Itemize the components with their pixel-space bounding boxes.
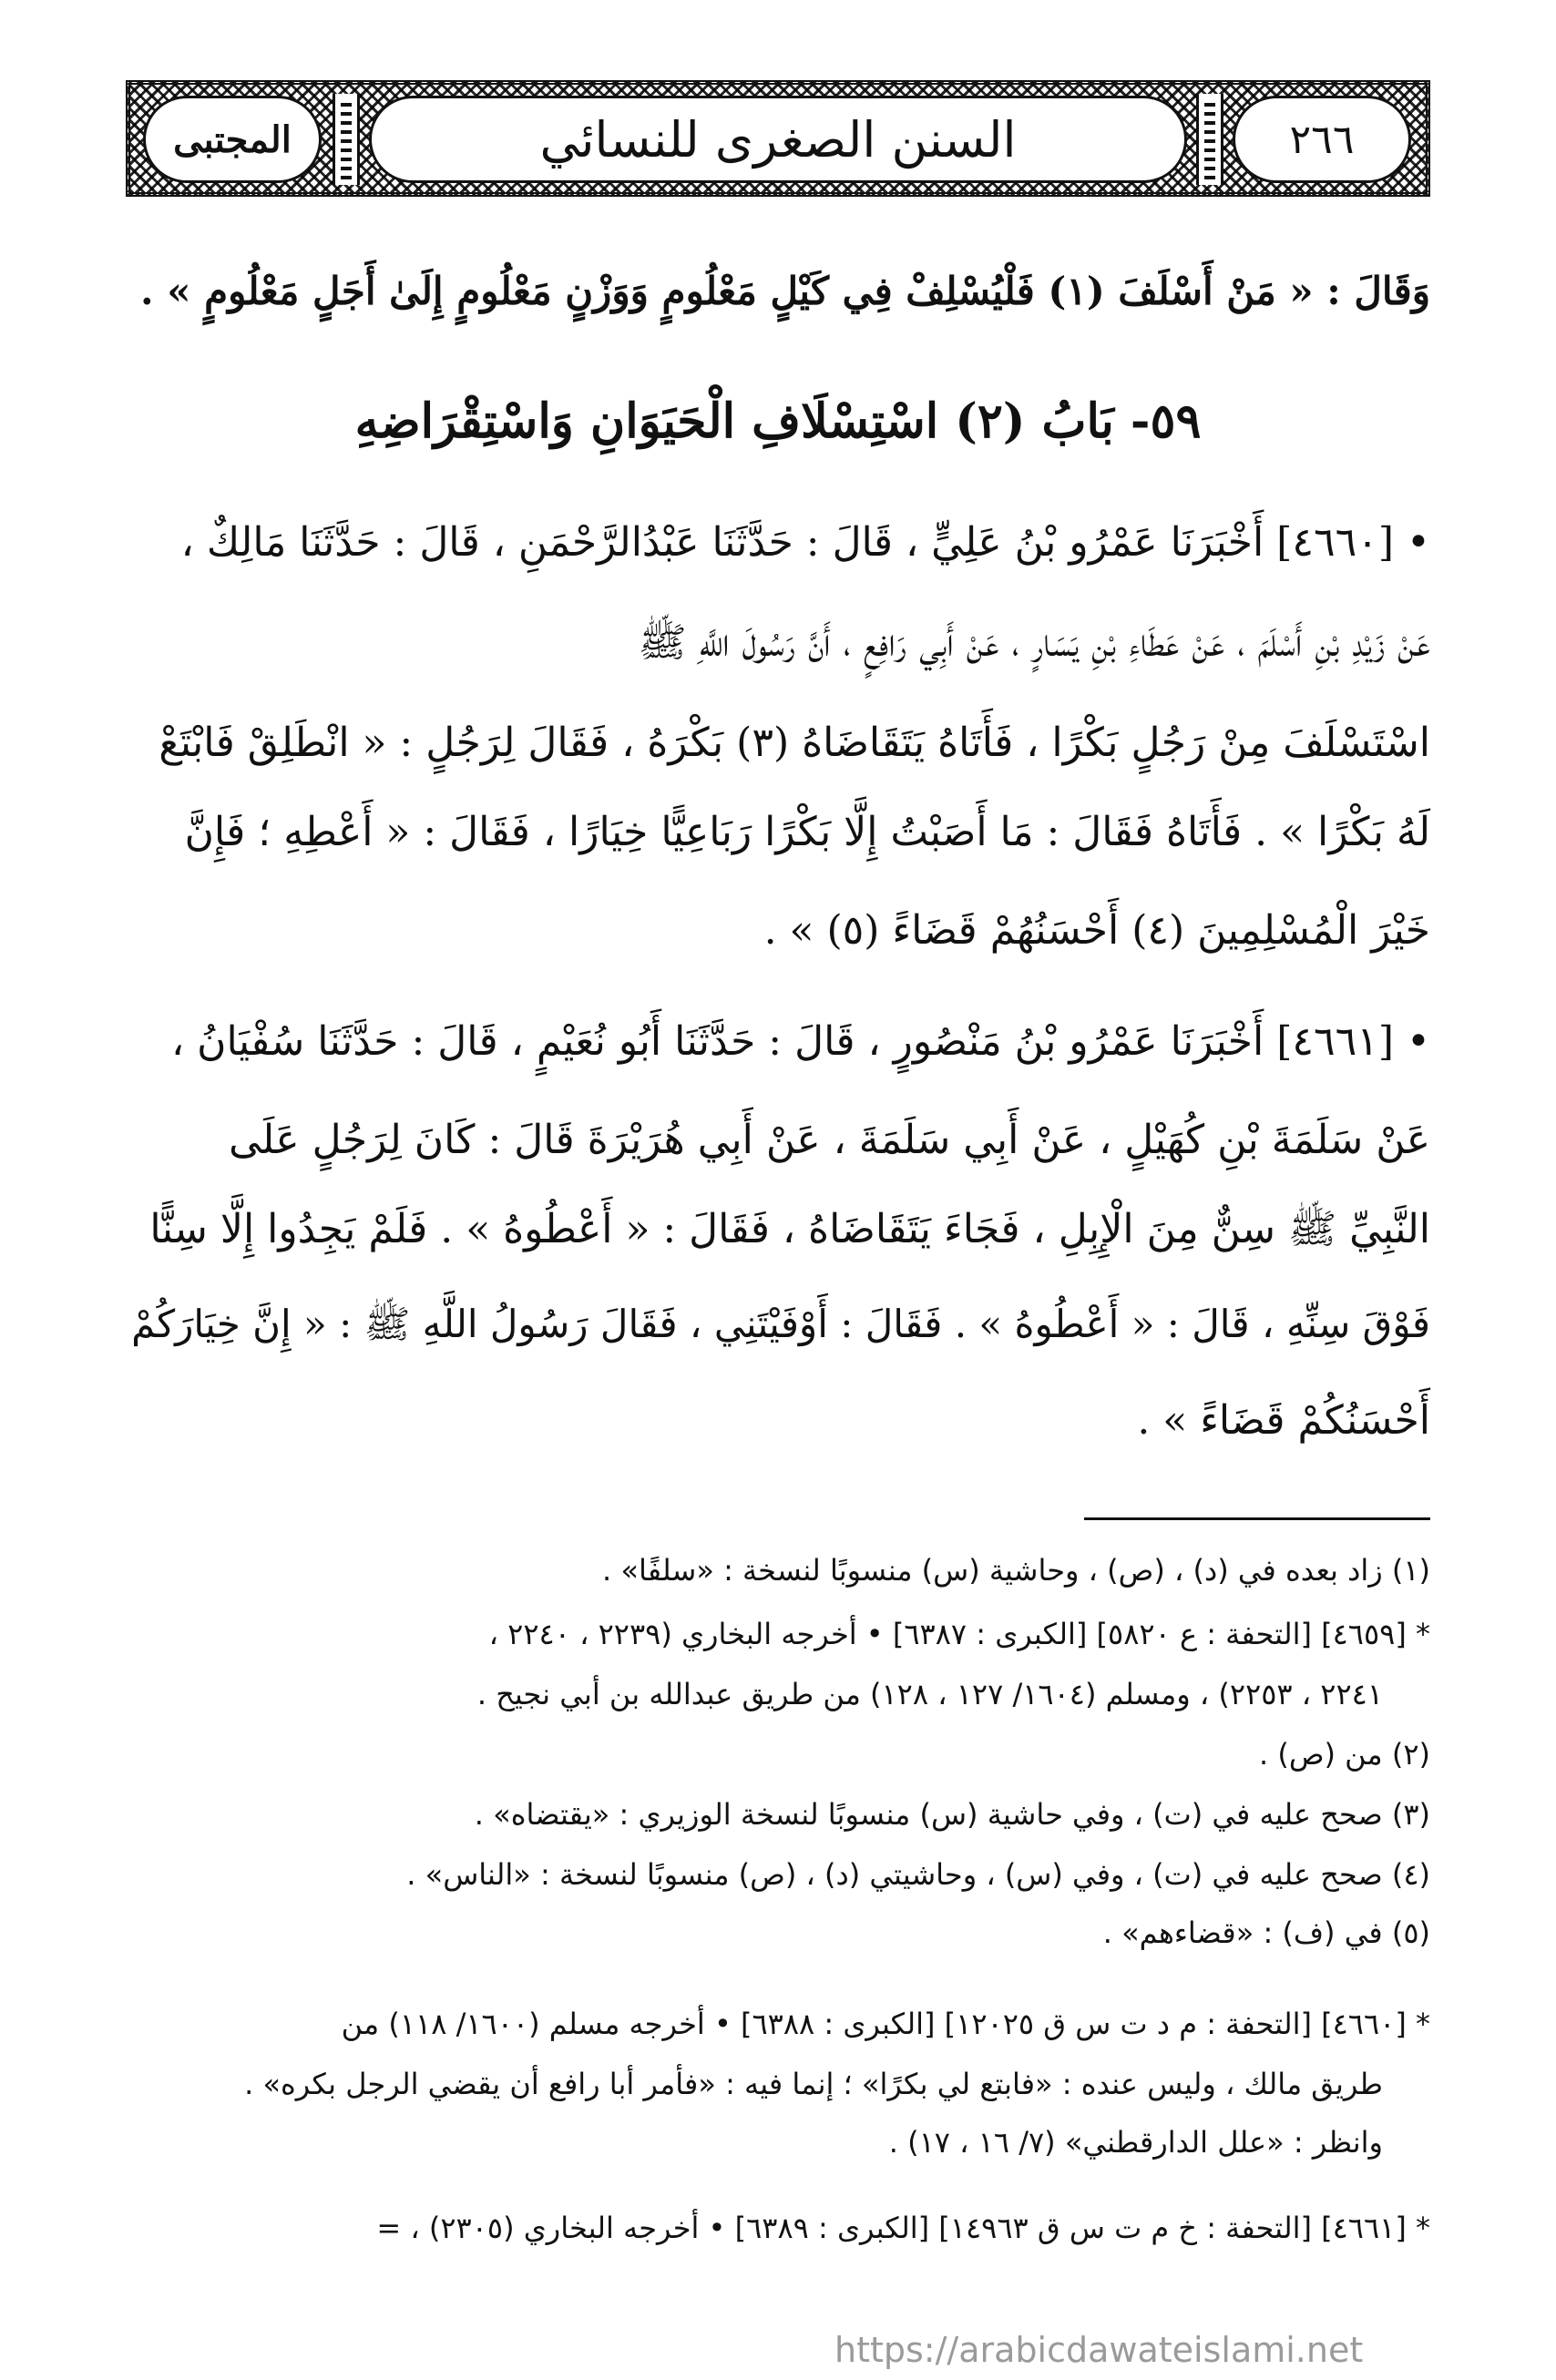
footnote-line: (٤) صحح عليه في (ت) ، وفي (س) ، وحاشيتي (د) ، (ص) منسوبًا لنسخة : «الناس» .: [406, 1857, 1430, 1892]
page-header: [126, 80, 1430, 197]
hadith-4660-line: عَنْ زَيْدِ بْنِ أَسْلَمَ ، عَنْ عَطَاءِ بْنِ يَسَارٍ ، عَنْ أَبِي رَافِعٍ ، أَنَّ رَسُولَ اللَّهِ ﷺ: [638, 619, 1430, 666]
footnote-line: (٥) في (ف) : «قضاءهم» .: [1102, 1915, 1430, 1950]
footnote-line: (٢) من (ص) .: [1259, 1737, 1430, 1772]
footnote-line: وانظر : «علل الدارقطني» (٧/ ١٦ ، ١٧) .: [888, 2125, 1383, 2160]
hadith-4660-line: • [٤٦٦٠] أَخْبَرَنَا عَمْرُو بْنُ عَلِيٍّ ، قَالَ : حَدَّثَنَا عَبْدُالرَّحْمَنِ ، قَالَ : حَدَّثَنَا مَالِكٌ ،: [180, 519, 1430, 566]
page-number-frame: [1233, 96, 1411, 183]
footnote-separator: [1084, 1517, 1430, 1520]
footnote-line: ٢٢٤١ ، ٢٢٥٣) ، ومسلم (١٦٠٤/ ١٢٧ ، ١٢٨) من طريق عبدالله بن أبي نجيح .: [476, 1677, 1383, 1711]
hadith-4661-line: فَوْقَ سِنِّهِ ، قَالَ : « أَعْطُوهُ » . فَقَالَ : أَوْفَيْتَنِي ، فَقَالَ رَسُولُ اللَّهِ ﷺ : « إِنَّ خِيَارَكُمْ: [131, 1302, 1430, 1346]
hadith-4661-line: أَحْسَنُكُمْ قَضَاءً » .: [1137, 1397, 1430, 1444]
footnote-line: * [٤٦٦١] [التحفة : خ م ت س ق ١٤٩٦٣] [الكبرى : ٦٣٨٩] • أخرجه البخاري (٢٣٠٥) ، =: [376, 2211, 1430, 2245]
header-ornament: [1196, 94, 1223, 185]
page-number: ٢٦٦: [1289, 116, 1355, 163]
intro-line: وَقَالَ : « مَنْ أَسْلَفَ (١) فَلْيُسْلِفْ فِي كَيْلٍ مَعْلُومٍ وَوَزْنٍ مَعْلُومٍ إِلَىٰ أَجَلٍ مَعْلُومٍ » .: [139, 269, 1430, 313]
footnote-line: * [٤٦٦٠] [التحفة : م د ت س ق ١٢٠٢٥] [الكبرى : ٦٣٨٨] • أخرجه مسلم (١٦٠٠/ ١١٨) من: [341, 2007, 1430, 2041]
chapter-heading: ٥٩- بَابُ (٢) اسْتِسْلَافِ الْحَيَوَانِ وَاسْتِقْرَاضِهِ: [354, 393, 1202, 449]
page-title: السنن الصغرى للنسائي: [539, 110, 1017, 169]
footnote-line: (١) زاد بعده في (د) ، (ص) ، وحاشية (س) منسوبًا لنسخة : «سلفًا» .: [602, 1553, 1430, 1588]
book-seal: [143, 96, 322, 183]
footnote-line: طريق مالك ، وليس عنده : «فابتع لي بكرًا» ؛ إنما فيه : «فأمر أبا رافع أن يقضي الرجل بكره» .: [244, 2067, 1383, 2101]
footnote-line: (٣) صحح عليه في (ت) ، وفي حاشية (س) منسوبًا لنسخة الوزيري : «يقتضاه» .: [474, 1797, 1430, 1832]
watermark-url: https://arabicdawateislami.net: [834, 2330, 1364, 2370]
header-title-frame: [369, 96, 1187, 183]
hadith-4660-line: اسْتَسْلَفَ مِنْ رَجُلٍ بَكْرًا ، فَأَتَاهُ يَتَقَاضَاهُ (٣) بَكْرَهُ ، فَقَالَ لِرَجُلٍ : « انْطَلِقْ فَابْتَعْ: [159, 720, 1430, 766]
header-ornament: [333, 94, 360, 185]
footnote-line: * [٤٦٥٩] [التحفة : ع ٥٨٢٠] [الكبرى : ٦٣٨٧] • أخرجه البخاري (٢٢٣٩ ، ٢٢٤٠ ،: [488, 1617, 1430, 1651]
hadith-4661-line: • [٤٦٦١] أَخْبَرَنَا عَمْرُو بْنُ مَنْصُورٍ ، قَالَ : حَدَّثَنَا أَبُو نُعَيْمٍ ، قَالَ : حَدَّثَنَا سُفْيَانُ ،: [170, 1018, 1430, 1065]
hadith-4660-line: لَهُ بَكْرًا » . فَأَتَاهُ فَقَالَ : مَا أَصَبْتُ إِلَّا بَكْرًا رَبَاعِيًّا خِيَارًا ، فَقَالَ : « أَعْطِهِ ؛ فَإِنَّ: [184, 809, 1430, 855]
hadith-4661-line: النَّبِيِّ ﷺ سِنٌّ مِنَ الْإِبِلِ ، فَجَاءَ يَتَقَاضَاهُ ، فَقَالَ : « أَعْطُوهُ » . فَلَمْ يَجِدُوا إِلَّا سِنًّا: [149, 1206, 1430, 1252]
hadith-4660-line: خَيْرَ الْمُسْلِمِينَ (٤) أَحْسَنُهُمْ قَضَاءً (٥) » .: [763, 907, 1430, 954]
hadith-4661-line: عَنْ سَلَمَةَ بْنِ كُهَيْلٍ ، عَنْ أَبِي سَلَمَةَ ، عَنْ أَبِي هُرَيْرَةَ قَالَ : كَانَ لِرَجُلٍ عَلَى: [229, 1117, 1430, 1163]
book-seal-text: المجتبى: [173, 117, 292, 161]
